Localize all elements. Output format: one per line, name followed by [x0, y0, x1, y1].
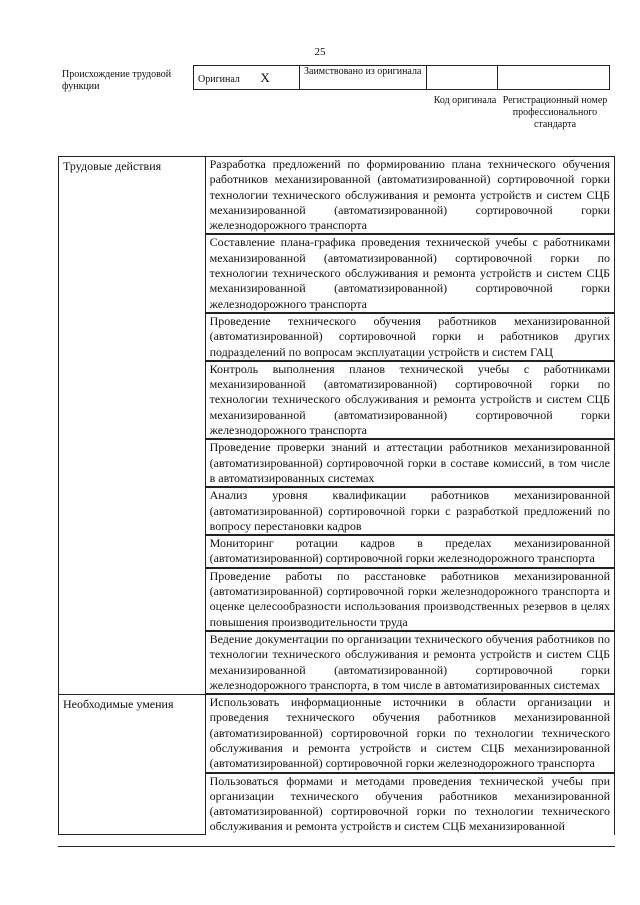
item-text: Проведение технического обучения работников механизированной (автоматизированной) сортировочной горки и работников других подразделений по вопросам эксплуатации устройств и систем ГАЦ	[205, 313, 614, 361]
origin-table	[193, 65, 610, 90]
item-text: Мониторинг ротации кадров в пределах механизированной (автоматизированной) сортировочной горки железнодорожного транспорта	[205, 535, 614, 568]
code-caption: Код оригинала	[433, 95, 497, 106]
registration-number-cell	[498, 66, 610, 90]
original-code-cell	[427, 66, 498, 90]
item-text: Проведение проверки знаний и аттестации работников механизированной (автоматизированной) сортировочной горки в составе комиссий, в том числе в автоматизированных системах	[205, 439, 614, 487]
function-table-body	[59, 157, 615, 835]
page-number: 25	[314, 46, 326, 58]
item-text: Составление плана-графика проведения технической учебы с работниками механизированной (автоматизированной) сортировочной горки по технологии технического обслуживания и ремонта устройств и систем СЦБ механизированной (автоматизированной) сортировочной горки железнодорожного транспорта	[205, 234, 614, 312]
item-text: Разработка предложений по формированию плана технического обучения работников механизированной (автоматизированной) сортировочной горки технологии технического обслуживания и ремонта устройств и систем СЦБ механизированной (автоматизированной) сортировочной горки железнодорожного транспорта	[205, 157, 614, 235]
table-row	[59, 157, 615, 235]
origin-label: Происхождение трудовой функции	[62, 69, 172, 92]
item-text: Контроль выполнения планов технической учебы с работниками механизированной (автоматизированной) сортировочной горки по технологии технического обслуживания и ремонта устройств и систем СЦБ механизированной (автоматизированной) сортировочной горки железнодорожного транспорта	[205, 361, 614, 439]
item-text: Пользоваться формами и методами проведения технической учебы при организации технического обучения работников механизированной (автоматизированной) сортировочной горки по технологии технического обслуживания и ремонта устройств и систем СЦБ механизированной	[205, 773, 614, 835]
table-bottom-border	[58, 846, 615, 847]
original-mark: X	[260, 69, 270, 85]
item-text: Ведение документации по организации технического обучения работников по технологии технического обслуживания и ремонта устройств и систем СЦБ механизированной (автоматизированной) сортировочной горки железнодорожного транспорта, в том числе в автоматизированных системах	[205, 631, 614, 694]
item-text: Использовать информационные источники в области организации и проведения технического обучения работников механизированной (автоматизированной) сортировочной горки по технологии технического обслуживания и ремонта устройств и систем СЦБ механизированной (автоматизированной) сортировочной горки железнодорожного транспорта	[205, 694, 614, 772]
registration-caption: Регистрационный номер профессионального стандарта	[502, 95, 608, 130]
row-label: Трудовые действия	[59, 157, 206, 695]
borrowed-label: Заимствовано из оригинала	[304, 66, 422, 77]
original-cell	[194, 66, 300, 90]
table-row	[59, 694, 615, 772]
function-table	[58, 156, 615, 835]
borrowed-cell	[300, 66, 427, 90]
original-label: Оригинал	[198, 73, 240, 85]
origin-table-row	[194, 66, 610, 90]
item-text: Проведение работы по расстановке работников механизированной (автоматизированной) сортировочной горки железнодорожного транспорта и оценке целесообразности использования производственных резервов в целях повышения производительности труда	[205, 568, 614, 631]
item-text: Анализ уровня квалификации работников механизированной (автоматизированной) сортировочной горки с разработкой предложений по вопросу перестановки кадров	[205, 487, 614, 535]
row-label: Необходимые умения	[59, 694, 206, 835]
